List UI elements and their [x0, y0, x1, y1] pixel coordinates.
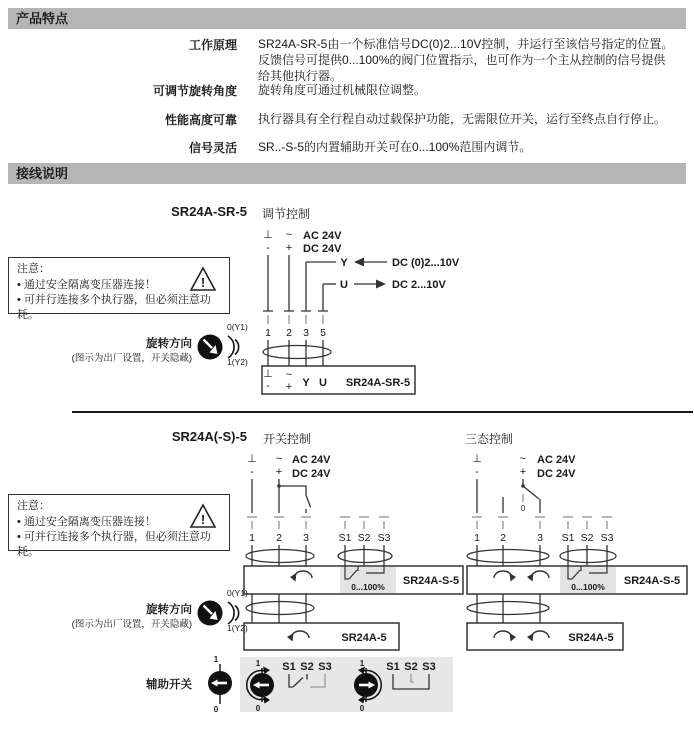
svg-text:S1: S1 — [561, 532, 575, 544]
rotation-cw-arrow-icon — [494, 631, 516, 642]
svg-text:DC (0)2...10V: DC (0)2...10V — [392, 257, 460, 269]
svg-text:!: ! — [200, 512, 206, 527]
svg-text:S2: S2 — [404, 661, 418, 673]
section-header-product-features: 产品特点 — [8, 8, 686, 29]
rotation-mark-bottom: 1(Y2) — [227, 357, 248, 367]
model-title-sr24a-s-5: SR24A(-S)-5 — [171, 429, 247, 444]
model-title-sr24a-sr-5: SR24A-SR-5 — [171, 204, 247, 219]
aux-contact-s1-s2 — [289, 674, 307, 687]
svg-text:S1: S1 — [386, 661, 400, 673]
onoff-wiring-diagram — [240, 450, 470, 655]
note-bullet: • 通过安全隔离变压器连接！ — [17, 516, 156, 528]
cable-oval — [246, 602, 314, 615]
svg-text:⊥: ⊥ — [247, 453, 257, 465]
svg-text:S1: S1 — [282, 661, 296, 673]
rotation-ccw-arrow-icon — [527, 631, 549, 642]
aux-switch-states-panel — [240, 657, 453, 712]
svg-text:AC 24V: AC 24V — [537, 454, 576, 466]
svg-text:⊥: ⊥ — [263, 229, 273, 241]
floating-wiring-diagram — [460, 450, 694, 655]
rotation-ccw-arrow-icon — [290, 571, 312, 582]
svg-text:1: 1 — [474, 532, 480, 544]
svg-text:0: 0 — [213, 705, 219, 712]
svg-text:1: 1 — [213, 655, 219, 664]
svg-text:S3: S3 — [377, 532, 391, 544]
svg-text:DC 24V: DC 24V — [292, 468, 331, 480]
feature-text: SR24A-SR-5由一个标准信号DC(0)2...10V控制，并运行至该信号指定的位置。反馈信号可提供0...100%的阀门位置指示，也可作为一个主从控制的信号提供给其他执行器。 — [258, 37, 674, 83]
note-bullet: • 通过安全隔离变压器连接！ — [17, 279, 156, 291]
actuator-box-model: SR24A-S-5 — [402, 575, 460, 587]
svg-text:+: + — [285, 242, 293, 254]
cable-oval — [246, 550, 314, 563]
svg-text:AC 24V: AC 24V — [292, 454, 331, 466]
svg-text:1: 1 — [359, 659, 365, 668]
rotation-mark-top: 0(Y1) — [227, 322, 248, 332]
svg-text:1: 1 — [255, 659, 261, 668]
aux-contact-s3-open — [310, 674, 325, 687]
svg-text:-: - — [266, 242, 270, 254]
svg-text:~: ~ — [519, 453, 527, 465]
feature-label: 信号灵活 — [188, 141, 237, 155]
svg-text:S3: S3 — [422, 661, 436, 673]
svg-text:2: 2 — [500, 532, 506, 544]
svg-text:!: ! — [200, 275, 206, 290]
note-title: 注意： — [17, 500, 50, 512]
actuator-box-model: SR24A-5 — [341, 632, 387, 644]
cable-oval — [467, 602, 549, 615]
svg-text:U: U — [340, 279, 348, 291]
rotation-direction-label: 旋转方向 — [146, 338, 192, 350]
svg-text:2: 2 — [276, 532, 282, 544]
svg-text:0...100%: 0...100% — [571, 582, 605, 592]
cable-oval — [467, 550, 549, 563]
svg-text:Y: Y — [302, 377, 310, 389]
svg-text:~: ~ — [285, 369, 293, 381]
actuator-box-model: SR24A-S-5 — [623, 575, 681, 587]
note-bullet: • 可并行连接多个执行器，但必须注意功耗。 — [17, 294, 211, 321]
svg-text:S3: S3 — [318, 661, 332, 673]
rotation-mark-bottom: 1(Y2) — [227, 623, 248, 633]
rotation-direction-sublabel: (图示为出厂设置，开关隐藏) — [71, 353, 192, 364]
actuator-box-model: SR24A-SR-5 — [345, 377, 411, 389]
svg-text:S1: S1 — [338, 532, 352, 544]
svg-text:Y: Y — [340, 257, 348, 269]
svg-text:1: 1 — [265, 327, 271, 339]
note-bullet: • 可并行连接多个执行器，但必须注意功耗。 — [17, 531, 211, 558]
note-title: 注意： — [17, 263, 50, 275]
svg-text:DC 24V: DC 24V — [303, 243, 342, 255]
rotation-mark-top: 0(Y1) — [227, 588, 248, 598]
feature-label: 性能高度可靠 — [164, 113, 237, 127]
actuator-box-model: SR24A-5 — [568, 632, 614, 644]
switch-contact — [306, 495, 311, 513]
svg-text:2: 2 — [286, 327, 292, 339]
control-type-floating: 三态控制 — [465, 432, 514, 446]
svg-text:DC 2...10V: DC 2...10V — [392, 279, 446, 291]
warning-triangle-icon — [189, 266, 217, 292]
feature-text: SR..-S-5的内置辅助开关可在0...100%范围内调节。 — [258, 140, 532, 154]
svg-text:S2: S2 — [300, 661, 314, 673]
rotation-ccw-arrow-icon — [287, 631, 309, 642]
svg-text:~: ~ — [275, 453, 283, 465]
rotation-ccw-arrow-icon — [527, 571, 549, 582]
rotation-cw-arrow-icon — [494, 571, 516, 582]
rotation-direction-sublabel: (图示为出厂设置，开关隐藏) — [71, 619, 192, 630]
section-header-wiring: 接线说明 — [8, 163, 686, 184]
section-divider — [72, 411, 693, 413]
rotation-direction-label: 旋转方向 — [146, 604, 192, 616]
svg-text:3: 3 — [303, 327, 309, 339]
aux-switch-state-right — [350, 658, 450, 711]
aux-switch-label: 辅助开关 — [146, 679, 192, 691]
cable-oval — [263, 346, 331, 359]
note-box — [8, 257, 230, 321]
svg-text:3: 3 — [303, 532, 309, 544]
svg-text:⊥: ⊥ — [263, 368, 273, 380]
svg-text:+: + — [275, 466, 283, 478]
control-type-modulating: 调节控制 — [262, 207, 311, 221]
svg-text:+: + — [519, 466, 527, 478]
feature-text: 执行器具有全行程自动过载保护功能，无需限位开关，运行至终点自行停止。 — [258, 112, 667, 126]
svg-text:-: - — [250, 466, 254, 478]
svg-text:DC 24V: DC 24V — [537, 468, 576, 480]
warning-triangle-icon — [189, 503, 217, 529]
svg-text:0: 0 — [520, 504, 526, 513]
svg-text:S2: S2 — [357, 532, 371, 544]
note-box — [8, 494, 230, 558]
feature-label: 工作原理 — [188, 38, 237, 52]
svg-text:+: + — [285, 381, 293, 393]
svg-text:1: 1 — [249, 532, 255, 544]
aux-switch-state-left — [246, 658, 346, 711]
svg-text:-: - — [475, 466, 479, 478]
svg-text:S2: S2 — [580, 532, 594, 544]
svg-text:5: 5 — [320, 327, 326, 339]
svg-text:U: U — [319, 377, 327, 389]
svg-text:~: ~ — [285, 229, 293, 241]
svg-text:0...100%: 0...100% — [351, 582, 385, 592]
aux-contact-s2-open — [411, 674, 414, 682]
svg-text:S3: S3 — [600, 532, 614, 544]
svg-text:0: 0 — [255, 704, 261, 711]
svg-text:-: - — [266, 380, 270, 392]
svg-text:0: 0 — [359, 704, 365, 711]
aux-switch-knob-icon — [204, 654, 236, 712]
svg-text:3: 3 — [537, 532, 543, 544]
feature-text: 旋转角度可通过机械限位调整。 — [258, 83, 427, 97]
modulating-wiring-diagram — [250, 224, 465, 396]
svg-text:⊥: ⊥ — [472, 453, 482, 465]
feature-label: 可调节旋转角度 — [152, 84, 237, 98]
svg-text:AC 24V: AC 24V — [303, 230, 342, 242]
control-type-onoff: 开关控制 — [263, 432, 312, 446]
